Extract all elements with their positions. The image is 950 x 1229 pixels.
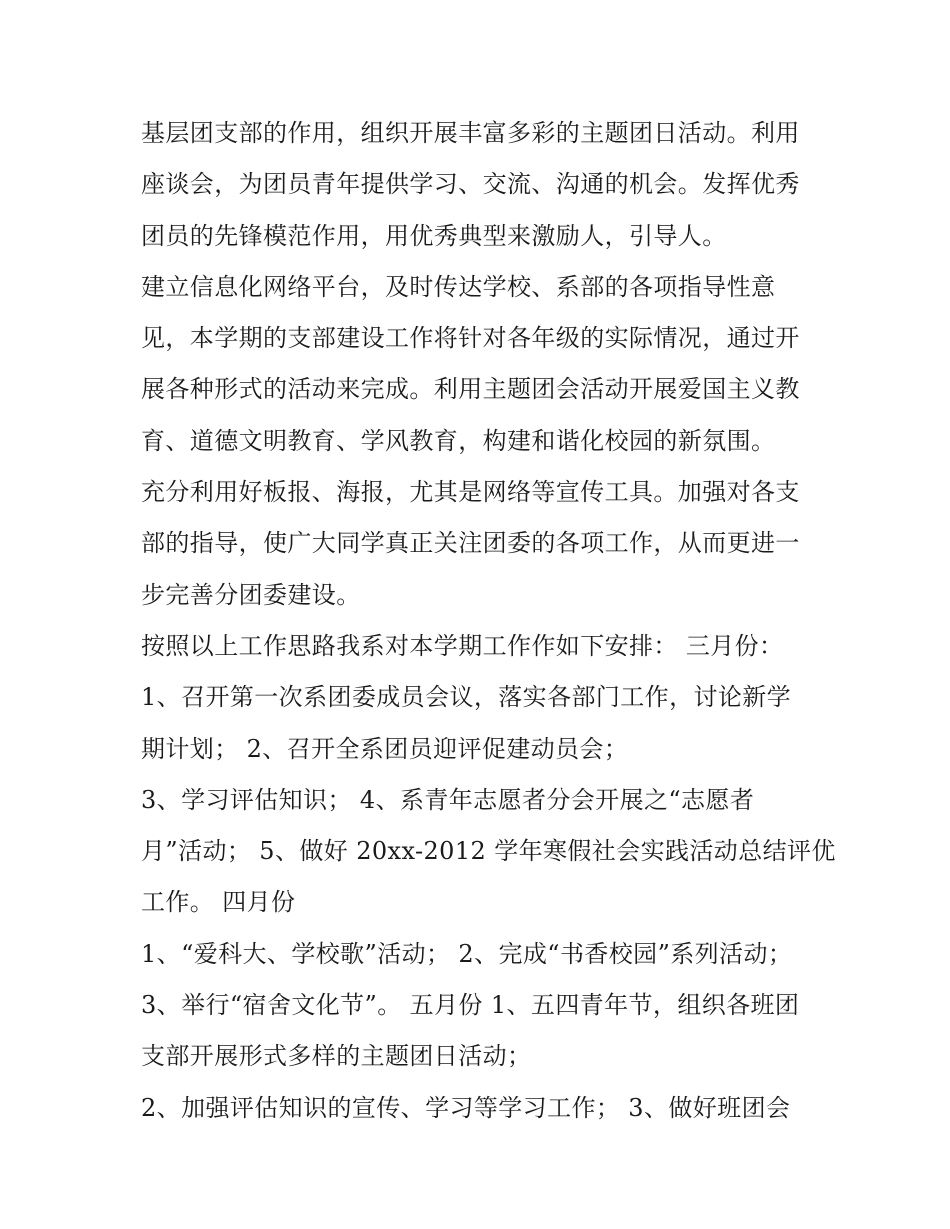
text-line-13: 期计划； 2、召开全系团员迎评促建动员会； — [141, 734, 629, 763]
text-line-8: 充分利用好板报、海报，尤其是网络等宣传工具。加强对各支 — [141, 478, 800, 507]
text-line-6: 展各种形式的活动来完成。利用主题团会活动开展爱国主义教 — [141, 375, 800, 404]
text-line-19: 支部开展形式多样的主题团日活动； — [141, 1042, 532, 1071]
text-line-3: 团员的先锋模范作用，用优秀典型来激励人，引导人。 — [141, 221, 727, 250]
text-line-16: 工作。 四月份 — [141, 888, 296, 917]
text-line-7: 育、道德文明教育、学风教育，构建和谐化校园的新氛围。 — [141, 426, 776, 455]
text-line-17: 1、“爱科大、学校歌”活动； 2、完成“书香校园”系列活动； — [141, 939, 793, 968]
text-line-11: 按照以上工作思路我系对本学期工作作如下安排： 三月份： — [141, 631, 784, 660]
text-line-18: 3、举行“宿舍文化节”。 五月份 1、五四青年节，组织各班团 — [141, 991, 800, 1020]
text-line-1: 基层团支部的作用，组织开展丰富多彩的主题团日活动。利用 — [141, 119, 800, 147]
text-line-14: 3、学习评估知识； 4、系青年志愿者分会开展之“志愿者 — [141, 785, 755, 814]
text-line-10: 步完善分团委建设。 — [141, 580, 361, 609]
text-line-5: 见，本学期的支部建设工作将针对各年级的实际情况，通过开 — [141, 324, 800, 353]
text-line-4: 建立信息化网络平台，及时传达学校、系部的各项指导性意 — [141, 272, 776, 301]
body-text — [141, 108, 836, 1134]
text-line-9: 部的指导，使广大同学真正关注团委的各项工作，从而更进一 — [141, 529, 800, 558]
text-line-2: 座谈会，为团员青年提供学习、交流、沟通的机会。发挥优秀 — [141, 170, 800, 199]
text-line-12: 1、召开第一次系团委成员会议，落实各部门工作，讨论新学 — [141, 683, 792, 712]
text-line-20: 2、加强评估知识的宣传、学习等学习工作； 3、做好班团会 — [141, 1093, 791, 1122]
text-line-15: 月”活动； 5、做好 20xx-2012 学年寒假社会实践活动总结评优 — [141, 837, 836, 866]
